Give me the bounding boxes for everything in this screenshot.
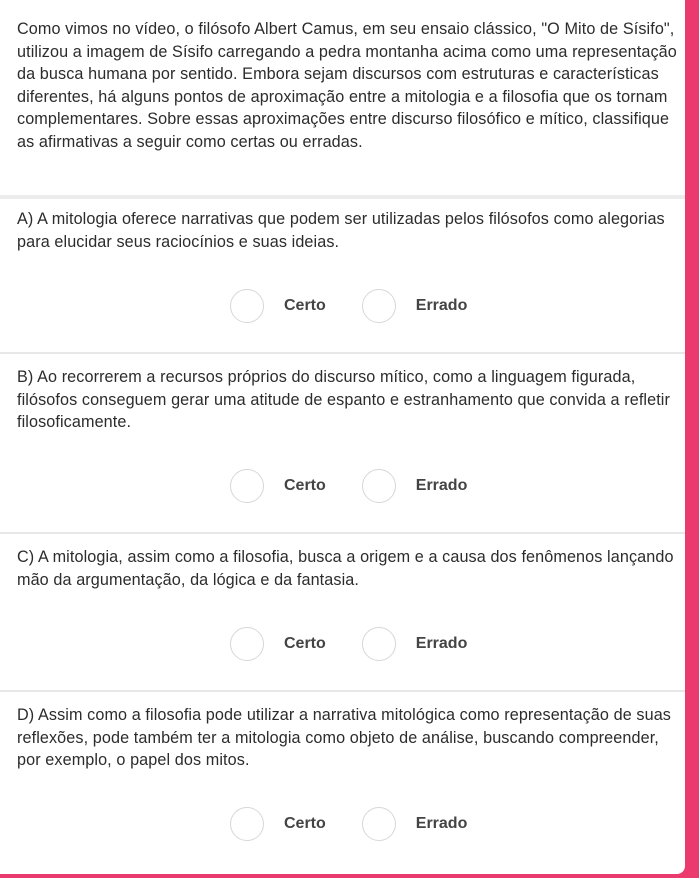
radio-button[interactable] xyxy=(362,289,396,323)
radio-button[interactable] xyxy=(362,469,396,503)
question-c-text: C) A mitologia, assim como a filosofia, busca a origem e a causa dos fenômenos lançando mão da argumentação, da lógica e da fantasia. xyxy=(17,548,674,589)
certo-label: Certo xyxy=(284,477,326,494)
certo-label: Certo xyxy=(284,297,326,314)
question-b-text: B) Ao recorrerem a recursos próprios do discurso mítico, como a linguagem figurada, filósofos conseguem gerar uma atitude de espanto e estranhamento que convida a refletir filosoficamente. xyxy=(17,368,670,431)
divider xyxy=(0,532,685,534)
question-b-options xyxy=(230,466,467,506)
errado-label: Errado xyxy=(415,815,468,832)
question-a-errado-option[interactable] xyxy=(362,289,468,323)
errado-label: Errado xyxy=(415,477,468,494)
divider xyxy=(0,195,685,199)
question-a-text: A) A mitologia oferece narrativas que podem ser utilizadas pelos filósofos como alegorias para elucidar seus raciocínios e suas ideias. xyxy=(17,210,665,251)
question-d-options xyxy=(230,804,467,844)
question-b-certo-option[interactable] xyxy=(230,469,326,503)
radio-button[interactable] xyxy=(362,627,396,661)
radio-button[interactable] xyxy=(230,627,264,661)
question-d-certo-option[interactable] xyxy=(230,807,326,841)
errado-label: Errado xyxy=(415,635,468,652)
question-c-certo-option[interactable] xyxy=(230,627,326,661)
question-b-errado-option[interactable] xyxy=(362,469,468,503)
radio-button[interactable] xyxy=(362,807,396,841)
question-a-options xyxy=(230,286,467,326)
radio-button[interactable] xyxy=(230,289,264,323)
intro-text: Como vimos no vídeo, o filósofo Albert Camus, em seu ensaio clássico, "O Mito de Sísifo", utilizou a imagem de Sísifo carregando a pedra montanha acima como uma representação da busca humana por sentido. Embora sejam discursos com estruturas e características diferentes, há alguns pontos de aproximação entre a mitologia e a filosofia que os tornam complementares. Sobre essas aproximações entre discurso filosófico e mítico, classifique as afirmativas a seguir como certas ou erradas. xyxy=(17,20,677,151)
question-a-certo-option[interactable] xyxy=(230,289,326,323)
question-d-errado-option[interactable] xyxy=(362,807,468,841)
radio-button[interactable] xyxy=(230,807,264,841)
radio-button[interactable] xyxy=(230,469,264,503)
question-d-text: D) Assim como a filosofia pode utilizar a narrativa mitológica como representação de suas reflexões, pode também ter a mitologia como objeto de análise, buscando compreender, por exemplo, o papel dos mitos. xyxy=(17,706,672,769)
divider xyxy=(0,352,685,354)
divider xyxy=(0,690,685,692)
question-c-errado-option[interactable] xyxy=(362,627,468,661)
question-c-options xyxy=(230,624,467,664)
errado-label: Errado xyxy=(415,297,468,314)
certo-label: Certo xyxy=(284,635,326,652)
certo-label: Certo xyxy=(284,815,326,832)
